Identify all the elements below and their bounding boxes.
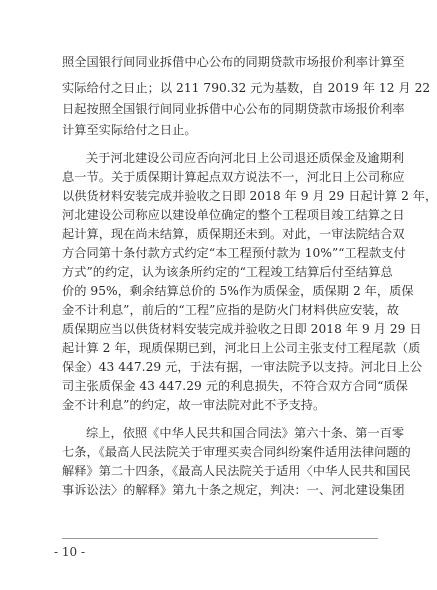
text-line: 照全国银行间同业拆借中心公布的同期贷款市场报价利率计算至	[62, 55, 405, 69]
text-line: 保金）43 447.29 元，于法有据，一审法院予以支持。河北日上公	[62, 360, 423, 374]
footer-divider	[62, 538, 378, 539]
text-line: 价的 95%，剩余结算总价的 5%作为质保金，质保期 2 年，质保	[62, 284, 414, 298]
text-line: 起计算，现在尚未结算，质保期还未到。对此，一审法院结合双	[62, 227, 405, 241]
text-line: 解释》第二十四条，《最高人民法院关于适用〈中华人民共和国民	[62, 464, 411, 478]
text-line: 七条，《最高人民法院关于审理买卖合同纠纷案件适用法律问题的	[62, 445, 411, 459]
text-line: 方合同第十条付款方式约定“本工程预付款为 10%”“工程款支付	[62, 246, 406, 260]
text-line: 日起按照全国银行间同业拆借中心公布的同期贷款市场报价利率	[62, 102, 405, 116]
text-line: 质保期应当以供货材料安装完成并验收之日即 2018 年 9 月 29 日	[62, 322, 422, 336]
text-line: 事诉讼法〉的解释》第九十条之规定，判决：一、河北建设集团	[62, 483, 405, 497]
text-line: 计算至实际给付之日止。	[62, 123, 197, 137]
text-line: 综上，依照《中华人民共和国合同法》第六十条、第一百零	[86, 426, 405, 440]
page-number: - 10 -	[54, 545, 86, 559]
text-line: 实际给付之日止；以 211 790.32 元为基数，自 2019 年 12 月 22	[62, 81, 431, 95]
text-line: 以供货材料安装完成并验收之日即 2018 年 9 月 29 日起计算 2 年，	[62, 189, 437, 203]
text-line: 司主张质保金 43 447.29 元的利息损失，不符合双方合同“质保	[62, 379, 408, 393]
text-line: 关于河北建设公司应否向河北日上公司退还质保金及逾期利	[86, 151, 405, 165]
text-line: 金不计利息”，前后的“工程”应指的是防火门材料供应安装，故	[62, 303, 400, 317]
text-line: 方式”的约定，认为该条所约定的“工程竣工结算后付至结算总	[62, 265, 393, 279]
text-line: 河北建设公司称应以建设单位确定的整个工程项目竣工结算之日	[62, 208, 405, 222]
text-line: 起计算 2 年，现质保期已到，河北日上公司主张支付工程尾款（质	[62, 341, 421, 355]
text-line: 息一节。关于质保期计算起点双方说法不一，河北日上公司称应	[62, 170, 405, 184]
text-line: 金不计利息”的约定，故一审法院对此不予支持。	[62, 398, 326, 412]
